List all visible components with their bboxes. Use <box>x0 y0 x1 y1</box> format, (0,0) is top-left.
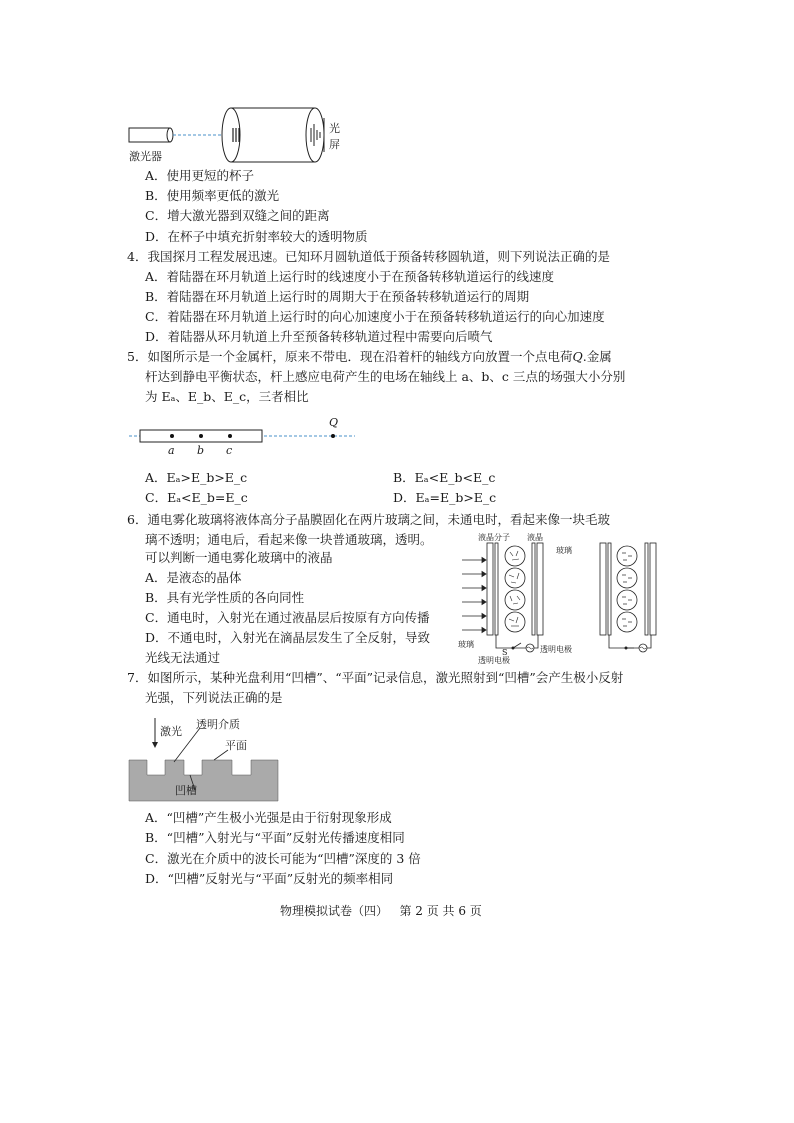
lc-label-electrode-left: 透明电极 <box>478 656 510 665</box>
q4-option-d: D．着陆器从环月轨道上升至预备转移轨道过程中需要向后喷气 <box>145 329 493 344</box>
label-q: Q <box>329 416 339 429</box>
disc-label-plane: 平面 <box>225 739 247 752</box>
q7-option-c: C．激光在介质中的波长可能为“凹槽”深度的 3 倍 <box>145 851 421 866</box>
q6-stem-line-1: 6．通电雾化玻璃将液体高分子晶膜固化在两片玻璃之间，未通电时，看起来像一块毛玻 <box>127 512 610 527</box>
q5-option-a: A．Eₐ>E_b>E_c <box>145 470 248 485</box>
q6-option-b: B．具有光学性质的各向同性 <box>145 590 305 605</box>
lc-label-molecule: 液晶分子 <box>478 533 510 542</box>
q5-stem-line-3: 为 Eₐ、E_b、E_c，三者相比 <box>145 389 309 404</box>
q3-option-d: D．在杯子中填充折射率较大的透明物质 <box>145 229 368 244</box>
disc-label-medium: 透明介质 <box>196 718 240 731</box>
q6-stem-line-2: 璃不透明；通电后，看起来像一块普通玻璃，透明。 <box>145 532 433 547</box>
q7-option-d: D．“凹槽”反射光与“平面”反射光的频率相同 <box>145 871 394 886</box>
q5-option-d: D．Eₐ=E_b>E_c <box>393 490 497 505</box>
label-b: b <box>197 444 205 457</box>
lc-label-electrode-right: 透明电极 <box>540 645 572 654</box>
q5-option-c: C．Eₐ<E_b=E_c <box>145 490 248 505</box>
screen-label-2: 屏 <box>329 138 340 151</box>
q3-option-c: C．增大激光器到双缝之间的距离 <box>145 208 330 223</box>
label-a: a <box>168 444 175 457</box>
lc-label-glass-top: 玻璃 <box>556 546 572 555</box>
q4-option-a: A．着陆器在环月轨道上运行时的线速度小于在预备转移轨道运行的线速度 <box>145 269 555 284</box>
q5-stem-charge: Q <box>572 349 583 364</box>
laser-label: 激光器 <box>129 150 162 163</box>
label-c: c <box>226 444 233 457</box>
q5-stem-1a: 5．如图所示是一个金属杆，原来不带电．现在沿着杆的轴线方向放置一个点电荷 <box>127 349 573 364</box>
q7-stem-line-2: 光强，下列说法正确的是 <box>145 690 283 705</box>
q6-option-d: D．不通电时，入射光在滴晶层发生了全反射，导致 <box>145 630 431 645</box>
q4-stem: 4．我国探月工程发展迅速。已知环月圆轨道低于预备转移圆轨道，则下列说法正确的是 <box>127 249 610 264</box>
q4-option-c: C．着陆器在环月轨道上运行时的向心加速度小于在预备转移轨道运行的向心加速度 <box>145 309 605 324</box>
q5-stem-line-2: 杆达到静电平衡状态，杆上感应电荷产生的电场在轴线上 a、b、c 三点的场强大小分别 <box>145 369 626 384</box>
disc-label-laser: 激光 <box>160 725 182 738</box>
q5-stem-1b: .金属 <box>582 349 612 364</box>
q6-stem-line-3: 可以判断一通电雾化玻璃中的液晶 <box>145 550 333 565</box>
page-footer: 物理模拟试卷（四） 第 2 页 共 6 页 <box>280 904 482 918</box>
lc-label-liquid-crystal: 液晶 <box>527 533 543 542</box>
q5-option-b: B．Eₐ<E_b<E_c <box>393 470 496 485</box>
q6-option-a: A．是液态的晶体 <box>145 570 242 585</box>
q6-option-c: C．通电时，入射光在通过液晶层后按原有方向传播 <box>145 610 430 625</box>
q6-option-d-cont: 光线无法通过 <box>145 650 221 665</box>
screen-label-1: 光 <box>329 122 340 135</box>
q4-option-b: B．着陆器在环月轨道上运行时的周期大于在预备转移轨道运行的周期 <box>145 289 530 304</box>
q7-option-b: B．“凹槽”入射光与“平面”反射光传播速度相同 <box>145 830 405 845</box>
lc-label-switch: S <box>502 648 508 657</box>
q3-option-a: A．使用更短的杯子 <box>145 168 255 183</box>
q7-stem-line-1: 7．如图所示，某种光盘利用“凹槽”、“平面”记录信息，激光照射到“凹槽”会产生极小反射 <box>127 670 624 685</box>
disc-substrate <box>129 760 278 801</box>
q7-option-a: A．“凹槽”产生极小光强是由于衍射现象形成 <box>145 810 392 825</box>
q3-option-b: B．使用频率更低的激光 <box>145 188 280 203</box>
lc-label-glass-bottom: 玻璃 <box>458 640 474 649</box>
disc-label-groove: 凹槽 <box>175 784 197 797</box>
